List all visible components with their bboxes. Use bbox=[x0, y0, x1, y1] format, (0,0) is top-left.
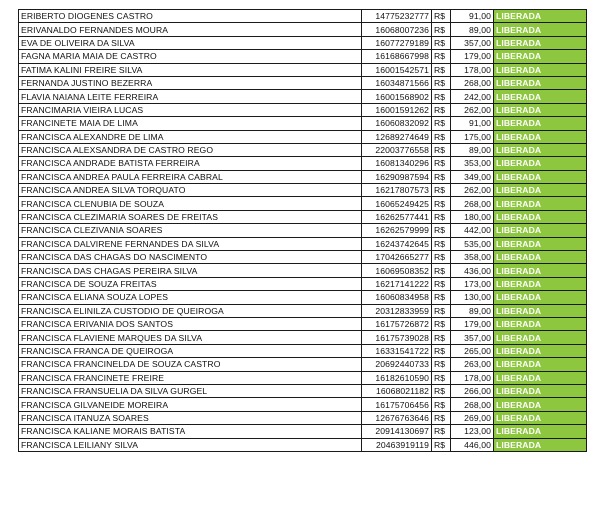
beneficiary-name-cell: FRANCISCA ALEXSANDRA DE CASTRO REGO bbox=[19, 143, 362, 156]
status-cell: LIBERADA bbox=[494, 143, 587, 156]
beneficiary-name-cell: FRANCISCA ITANUZA SOARES bbox=[19, 411, 362, 424]
beneficiary-name-cell: FRANCISCA DALVIRENE FERNANDES DA SILVA bbox=[19, 237, 362, 250]
beneficiary-id-cell: 16068021182 bbox=[362, 384, 432, 397]
table-row bbox=[19, 224, 587, 237]
amount-cell: 89,00 bbox=[451, 23, 494, 36]
status-cell: LIBERADA bbox=[494, 264, 587, 277]
status-cell: LIBERADA bbox=[494, 425, 587, 438]
status-cell: LIBERADA bbox=[494, 398, 587, 411]
currency-symbol-cell: R$ bbox=[432, 358, 451, 371]
beneficiary-id-cell: 22003776558 bbox=[362, 143, 432, 156]
currency-symbol-cell: R$ bbox=[432, 371, 451, 384]
beneficiary-id-cell: 20692440733 bbox=[362, 358, 432, 371]
beneficiary-name-cell: FRANCISCA FLAVIENE MARQUES DA SILVA bbox=[19, 331, 362, 344]
status-cell: LIBERADA bbox=[494, 170, 587, 183]
table-row bbox=[19, 50, 587, 63]
amount-cell: 179,00 bbox=[451, 50, 494, 63]
amount-cell: 262,00 bbox=[451, 184, 494, 197]
amount-cell: 268,00 bbox=[451, 197, 494, 210]
amount-cell: 269,00 bbox=[451, 411, 494, 424]
currency-symbol-cell: R$ bbox=[432, 170, 451, 183]
table-row bbox=[19, 170, 587, 183]
beneficiary-id-cell: 16001591262 bbox=[362, 103, 432, 116]
table-row bbox=[19, 157, 587, 170]
currency-symbol-cell: R$ bbox=[432, 344, 451, 357]
beneficiary-id-cell: 16175726872 bbox=[362, 317, 432, 330]
status-cell: LIBERADA bbox=[494, 157, 587, 170]
beneficiary-id-cell: 12689274649 bbox=[362, 130, 432, 143]
beneficiary-name-cell: FRANCISCA FRANCINELDA DE SOUZA CASTRO bbox=[19, 358, 362, 371]
status-cell: LIBERADA bbox=[494, 23, 587, 36]
currency-symbol-cell: R$ bbox=[432, 23, 451, 36]
currency-symbol-cell: R$ bbox=[432, 425, 451, 438]
amount-cell: 123,00 bbox=[451, 425, 494, 438]
beneficiary-id-cell: 16081340296 bbox=[362, 157, 432, 170]
amount-cell: 353,00 bbox=[451, 157, 494, 170]
beneficiary-name-cell: FRANCISCA ANDRADE BATISTA FERREIRA bbox=[19, 157, 362, 170]
amount-cell: 89,00 bbox=[451, 304, 494, 317]
currency-symbol-cell: R$ bbox=[432, 251, 451, 264]
amount-cell: 535,00 bbox=[451, 237, 494, 250]
currency-symbol-cell: R$ bbox=[432, 237, 451, 250]
status-cell: LIBERADA bbox=[494, 237, 587, 250]
table-row bbox=[19, 130, 587, 143]
beneficiary-name-cell: FRANCINETE MAIA DE LIMA bbox=[19, 117, 362, 130]
amount-cell: 173,00 bbox=[451, 277, 494, 290]
beneficiary-id-cell: 17042665277 bbox=[362, 251, 432, 264]
status-cell: LIBERADA bbox=[494, 344, 587, 357]
beneficiary-id-cell: 16065249425 bbox=[362, 197, 432, 210]
beneficiary-name-cell: FERNANDA JUSTINO BEZERRA bbox=[19, 76, 362, 89]
status-cell: LIBERADA bbox=[494, 76, 587, 89]
status-cell: LIBERADA bbox=[494, 331, 587, 344]
currency-symbol-cell: R$ bbox=[432, 224, 451, 237]
status-cell: LIBERADA bbox=[494, 438, 587, 451]
table-row bbox=[19, 36, 587, 49]
beneficiary-id-cell: 16034871566 bbox=[362, 76, 432, 89]
table-row bbox=[19, 304, 587, 317]
beneficiary-name-cell: FRANCISCA DE SOUZA FREITAS bbox=[19, 277, 362, 290]
currency-symbol-cell: R$ bbox=[432, 50, 451, 63]
beneficiary-id-cell: 16069508352 bbox=[362, 264, 432, 277]
currency-symbol-cell: R$ bbox=[432, 304, 451, 317]
amount-cell: 262,00 bbox=[451, 103, 494, 116]
beneficiary-id-cell: 20914130697 bbox=[362, 425, 432, 438]
table-row bbox=[19, 23, 587, 36]
amount-cell: 436,00 bbox=[451, 264, 494, 277]
amount-cell: 442,00 bbox=[451, 224, 494, 237]
currency-symbol-cell: R$ bbox=[432, 130, 451, 143]
currency-symbol-cell: R$ bbox=[432, 90, 451, 103]
amount-cell: 91,00 bbox=[451, 10, 494, 23]
status-cell: LIBERADA bbox=[494, 10, 587, 23]
currency-symbol-cell: R$ bbox=[432, 117, 451, 130]
status-cell: LIBERADA bbox=[494, 251, 587, 264]
currency-symbol-cell: R$ bbox=[432, 411, 451, 424]
table-body bbox=[19, 10, 587, 452]
currency-symbol-cell: R$ bbox=[432, 197, 451, 210]
status-cell: LIBERADA bbox=[494, 291, 587, 304]
amount-cell: 349,00 bbox=[451, 170, 494, 183]
status-cell: LIBERADA bbox=[494, 103, 587, 116]
table-row bbox=[19, 143, 587, 156]
amount-cell: 357,00 bbox=[451, 36, 494, 49]
amount-cell: 175,00 bbox=[451, 130, 494, 143]
amount-cell: 91,00 bbox=[451, 117, 494, 130]
amount-cell: 180,00 bbox=[451, 210, 494, 223]
status-cell: LIBERADA bbox=[494, 184, 587, 197]
table-row bbox=[19, 251, 587, 264]
amount-cell: 130,00 bbox=[451, 291, 494, 304]
beneficiary-name-cell: FRANCISCA ERIVANIA DOS SANTOS bbox=[19, 317, 362, 330]
table-row bbox=[19, 317, 587, 330]
table-row bbox=[19, 264, 587, 277]
beneficiary-name-cell: FRANCISCA ELIANA SOUZA LOPES bbox=[19, 291, 362, 304]
table-row bbox=[19, 384, 587, 397]
table-row bbox=[19, 331, 587, 344]
currency-symbol-cell: R$ bbox=[432, 438, 451, 451]
table-row bbox=[19, 291, 587, 304]
table-row bbox=[19, 184, 587, 197]
status-cell: LIBERADA bbox=[494, 36, 587, 49]
currency-symbol-cell: R$ bbox=[432, 10, 451, 23]
beneficiary-id-cell: 16175706456 bbox=[362, 398, 432, 411]
table-row bbox=[19, 358, 587, 371]
currency-symbol-cell: R$ bbox=[432, 331, 451, 344]
beneficiary-name-cell: FRANCISCA KALIANE MORAIS BATISTA bbox=[19, 425, 362, 438]
status-cell: LIBERADA bbox=[494, 384, 587, 397]
status-cell: LIBERADA bbox=[494, 358, 587, 371]
table-row bbox=[19, 197, 587, 210]
beneficiary-id-cell: 14775232777 bbox=[362, 10, 432, 23]
status-cell: LIBERADA bbox=[494, 224, 587, 237]
table-row bbox=[19, 10, 587, 23]
amount-cell: 268,00 bbox=[451, 398, 494, 411]
status-cell: LIBERADA bbox=[494, 304, 587, 317]
beneficiary-name-cell: FRANCISCA LEILIANY SILVA bbox=[19, 438, 362, 451]
beneficiary-id-cell: 16060832092 bbox=[362, 117, 432, 130]
beneficiary-name-cell: EVA DE OLIVEIRA DA SILVA bbox=[19, 36, 362, 49]
amount-cell: 178,00 bbox=[451, 371, 494, 384]
beneficiary-name-cell: FRANCISCA ALEXANDRE DE LIMA bbox=[19, 130, 362, 143]
table-row bbox=[19, 438, 587, 451]
beneficiary-name-cell: FRANCISCA DAS CHAGAS DO NASCIMENTO bbox=[19, 251, 362, 264]
currency-symbol-cell: R$ bbox=[432, 317, 451, 330]
table-row bbox=[19, 210, 587, 223]
beneficiary-name-cell: FRANCISCA CLEZIMARIA SOARES DE FREITAS bbox=[19, 210, 362, 223]
amount-cell: 268,00 bbox=[451, 76, 494, 89]
table-row bbox=[19, 411, 587, 424]
status-cell: LIBERADA bbox=[494, 210, 587, 223]
table-row bbox=[19, 398, 587, 411]
table-row bbox=[19, 344, 587, 357]
currency-symbol-cell: R$ bbox=[432, 63, 451, 76]
amount-cell: 179,00 bbox=[451, 317, 494, 330]
beneficiary-id-cell: 16182610590 bbox=[362, 371, 432, 384]
table-row bbox=[19, 63, 587, 76]
beneficiary-id-cell: 20463919119 bbox=[362, 438, 432, 451]
currency-symbol-cell: R$ bbox=[432, 36, 451, 49]
beneficiary-id-cell: 16060834958 bbox=[362, 291, 432, 304]
beneficiary-name-cell: FRANCISCA ELINILZA CUSTODIO DE QUEIROGA bbox=[19, 304, 362, 317]
beneficiary-name-cell: FRANCISCA CLEZIVANIA SOARES bbox=[19, 224, 362, 237]
beneficiary-name-cell: FATIMA KALINI FREIRE SILVA bbox=[19, 63, 362, 76]
beneficiary-name-cell: FRANCISCA FRANCINETE FREIRE bbox=[19, 371, 362, 384]
table-row bbox=[19, 237, 587, 250]
beneficiary-name-cell: FRANCISCA DAS CHAGAS PEREIRA SILVA bbox=[19, 264, 362, 277]
beneficiary-name-cell: ERIBERTO DIOGENES CASTRO bbox=[19, 10, 362, 23]
currency-symbol-cell: R$ bbox=[432, 398, 451, 411]
beneficiary-id-cell: 16077279189 bbox=[362, 36, 432, 49]
beneficiary-name-cell: FRANCISCA GILVANEIDE MOREIRA bbox=[19, 398, 362, 411]
amount-cell: 358,00 bbox=[451, 251, 494, 264]
beneficiary-id-cell: 16068007236 bbox=[362, 23, 432, 36]
beneficiary-table bbox=[18, 9, 587, 452]
beneficiary-id-cell: 16262579999 bbox=[362, 224, 432, 237]
status-cell: LIBERADA bbox=[494, 63, 587, 76]
beneficiary-name-cell: FAGNA MARIA MAIA DE CASTRO bbox=[19, 50, 362, 63]
beneficiary-name-cell: FLAVIA NAIANA LEITE FERREIRA bbox=[19, 90, 362, 103]
currency-symbol-cell: R$ bbox=[432, 264, 451, 277]
beneficiary-id-cell: 20312833959 bbox=[362, 304, 432, 317]
beneficiary-id-cell: 16290987594 bbox=[362, 170, 432, 183]
beneficiary-id-cell: 16168667998 bbox=[362, 50, 432, 63]
currency-symbol-cell: R$ bbox=[432, 76, 451, 89]
amount-cell: 89,00 bbox=[451, 143, 494, 156]
currency-symbol-cell: R$ bbox=[432, 157, 451, 170]
status-cell: LIBERADA bbox=[494, 130, 587, 143]
amount-cell: 178,00 bbox=[451, 63, 494, 76]
status-cell: LIBERADA bbox=[494, 277, 587, 290]
currency-symbol-cell: R$ bbox=[432, 277, 451, 290]
currency-symbol-cell: R$ bbox=[432, 143, 451, 156]
status-cell: LIBERADA bbox=[494, 50, 587, 63]
amount-cell: 357,00 bbox=[451, 331, 494, 344]
beneficiary-id-cell: 16217807573 bbox=[362, 184, 432, 197]
beneficiary-id-cell: 16217141222 bbox=[362, 277, 432, 290]
currency-symbol-cell: R$ bbox=[432, 184, 451, 197]
table-row bbox=[19, 371, 587, 384]
table-row bbox=[19, 277, 587, 290]
status-cell: LIBERADA bbox=[494, 411, 587, 424]
amount-cell: 242,00 bbox=[451, 90, 494, 103]
table-row bbox=[19, 425, 587, 438]
beneficiary-id-cell: 16001542571 bbox=[362, 63, 432, 76]
beneficiary-name-cell: FRANCISCA ANDREA SILVA TORQUATO bbox=[19, 184, 362, 197]
status-cell: LIBERADA bbox=[494, 371, 587, 384]
beneficiary-name-cell: FRANCISCA FRANSUELIA DA SILVA GURGEL bbox=[19, 384, 362, 397]
amount-cell: 265,00 bbox=[451, 344, 494, 357]
beneficiary-name-cell: FRANCIMARIA VIEIRA LUCAS bbox=[19, 103, 362, 116]
amount-cell: 266,00 bbox=[451, 384, 494, 397]
beneficiary-id-cell: 16001568902 bbox=[362, 90, 432, 103]
amount-cell: 446,00 bbox=[451, 438, 494, 451]
table-row bbox=[19, 90, 587, 103]
table-row bbox=[19, 103, 587, 116]
beneficiary-id-cell: 16243742645 bbox=[362, 237, 432, 250]
beneficiary-id-cell: 16262577441 bbox=[362, 210, 432, 223]
status-cell: LIBERADA bbox=[494, 317, 587, 330]
currency-symbol-cell: R$ bbox=[432, 384, 451, 397]
beneficiary-name-cell: ERIVANALDO FERNANDES MOURA bbox=[19, 23, 362, 36]
amount-cell: 263,00 bbox=[451, 358, 494, 371]
table-row bbox=[19, 117, 587, 130]
beneficiary-id-cell: 12676763646 bbox=[362, 411, 432, 424]
table-row bbox=[19, 76, 587, 89]
status-cell: LIBERADA bbox=[494, 197, 587, 210]
beneficiary-id-cell: 16175739028 bbox=[362, 331, 432, 344]
beneficiary-name-cell: FRANCISCA ANDREA PAULA FERREIRA CABRAL bbox=[19, 170, 362, 183]
status-cell: LIBERADA bbox=[494, 117, 587, 130]
currency-symbol-cell: R$ bbox=[432, 291, 451, 304]
currency-symbol-cell: R$ bbox=[432, 103, 451, 116]
beneficiary-id-cell: 16331541722 bbox=[362, 344, 432, 357]
beneficiary-name-cell: FRANCISCA CLENUBIA DE SOUZA bbox=[19, 197, 362, 210]
currency-symbol-cell: R$ bbox=[432, 210, 451, 223]
status-cell: LIBERADA bbox=[494, 90, 587, 103]
beneficiary-name-cell: FRANCISCA FRANCA DE QUEIROGA bbox=[19, 344, 362, 357]
